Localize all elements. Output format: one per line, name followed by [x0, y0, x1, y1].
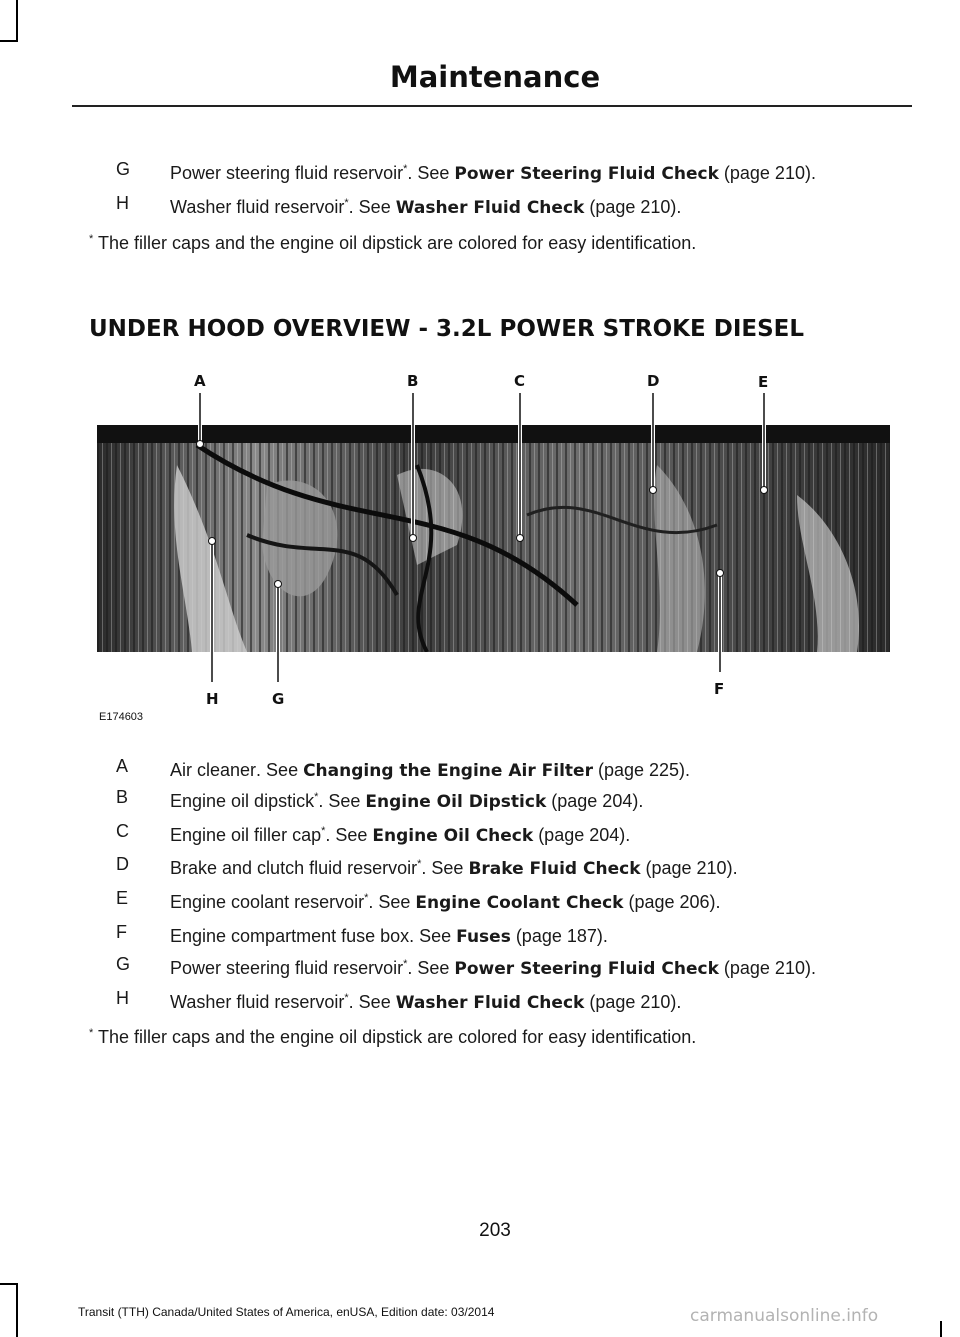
cross-reference-link[interactable]: Brake Fluid Check [468, 859, 641, 879]
item-text: Washer fluid reservoir [170, 992, 345, 1012]
section-heading: UNDER HOOD OVERVIEW - 3.2L POWER STROKE DIESEL [89, 316, 805, 342]
crop-mark-bottom-left-h [0, 1283, 18, 1285]
callout-label-b: B [407, 372, 419, 390]
item-text: Power steering fluid reservoir [170, 163, 404, 183]
header-rule [72, 105, 912, 107]
footnote-text: The filler caps and the engine oil dipstick are colored for easy identification. [93, 233, 697, 253]
cross-reference-link[interactable]: Washer Fluid Check [395, 198, 585, 218]
item-see: . See [318, 791, 366, 811]
footnote-asterisk: * [89, 1027, 94, 1039]
item-see: . See [256, 760, 304, 780]
callout-dot-a [197, 441, 204, 448]
footnote-asterisk: * [89, 233, 94, 245]
item-text: Engine coolant reservoir [170, 892, 365, 912]
item-page: (page 210). [640, 858, 738, 878]
callout-label-f: F [714, 680, 725, 698]
item-asterisk: * [364, 892, 369, 904]
item-letter: D [116, 854, 129, 874]
item-letter: B [116, 787, 129, 807]
item-letter: H [116, 988, 129, 1008]
callout-label-d: D [647, 372, 660, 390]
item-letter: G [116, 159, 131, 179]
item-text: Engine oil filler cap [170, 825, 322, 845]
item-see: . See [368, 892, 416, 912]
cross-reference-link[interactable]: Power Steering Fluid Check [454, 164, 719, 184]
item-page: (page 204). [546, 791, 644, 811]
callout-dot-f [717, 570, 724, 577]
item-asterisk: * [403, 163, 408, 175]
crop-mark-bottom-right-v [940, 1321, 942, 1337]
cross-reference-link[interactable]: Fuses [456, 927, 511, 947]
callout-label-h: H [206, 690, 219, 708]
item-see: . See [348, 992, 396, 1012]
item-letter: E [116, 888, 129, 908]
item-text: Air cleaner [170, 760, 257, 780]
page-header-title: Maintenance [389, 60, 601, 94]
footnote-text: The filler caps and the engine oil dipstick are colored for easy identification. [93, 1027, 697, 1047]
item-page: (page 210). [718, 163, 816, 183]
callout-label-g: G [272, 690, 285, 708]
cross-reference-link[interactable]: Engine Coolant Check [415, 893, 624, 913]
item-asterisk: * [321, 825, 326, 837]
item-asterisk: * [344, 197, 349, 209]
footnote [89, 1022, 696, 1048]
callout-dot-d [650, 487, 657, 494]
callout-dot-h [209, 538, 216, 545]
item-see: . See [409, 926, 457, 946]
item-page: (page 210). [718, 958, 816, 978]
item-letter: G [116, 954, 131, 974]
callout-dot-g [275, 581, 282, 588]
callout-label-e: E [758, 373, 769, 391]
item-letter: C [116, 821, 129, 841]
callout-dot-b [410, 535, 417, 542]
cross-reference-link[interactable]: Changing the Engine Air Filter [303, 761, 593, 781]
item-asterisk: * [314, 791, 319, 803]
item-text: Brake and clutch fluid reservoir [170, 858, 418, 878]
callout-dot-e [761, 487, 768, 494]
item-page: (page 206). [623, 892, 721, 912]
item-asterisk: * [344, 992, 349, 1004]
item-see: . See [407, 163, 455, 183]
crop-mark-bottom-left-v [16, 1283, 18, 1337]
item-page: (page 210). [584, 197, 682, 217]
callout-label-a: A [194, 372, 206, 390]
item-text: Engine oil dipstick [170, 791, 315, 811]
crop-mark-top-left-v [16, 0, 18, 42]
page-number: 203 [479, 1220, 511, 1241]
cross-reference-link[interactable]: Engine Oil Check [372, 826, 534, 846]
item-page: (page 210). [584, 992, 682, 1012]
item-letter: F [116, 922, 127, 942]
item-text: Engine compartment fuse box [170, 926, 410, 946]
watermark: carmanualsonline.info [690, 1306, 879, 1326]
item-page: (page 225). [592, 760, 691, 780]
item-asterisk: * [417, 858, 422, 870]
item-letter: H [116, 193, 129, 213]
footnote [89, 228, 696, 254]
cross-reference-link[interactable]: Washer Fluid Check [395, 993, 585, 1013]
item-text: Power steering fluid reservoir [170, 958, 404, 978]
figure-id: E174603 [99, 711, 144, 720]
item-see: . See [407, 958, 455, 978]
cross-reference-link[interactable]: Engine Oil Dipstick [365, 792, 547, 812]
item-text: Washer fluid reservoir [170, 197, 345, 217]
item-see: . See [348, 197, 396, 217]
callout-dot-c [517, 535, 524, 542]
item-asterisk: * [403, 958, 408, 970]
item-letter: A [116, 756, 129, 776]
figure-callouts [0, 360, 960, 720]
item-see: . See [421, 858, 469, 878]
cross-reference-link[interactable]: Power Steering Fluid Check [454, 959, 719, 979]
footer-edition: Transit (TTH) Canada/United States of America, enUSA, Edition date: 03/2014 [78, 1305, 495, 1319]
item-page: (page 204). [533, 825, 631, 845]
crop-mark-top-left-h [0, 40, 18, 42]
item-see: . See [325, 825, 373, 845]
callout-label-c: C [514, 372, 526, 390]
item-page: (page 187). [510, 926, 608, 946]
